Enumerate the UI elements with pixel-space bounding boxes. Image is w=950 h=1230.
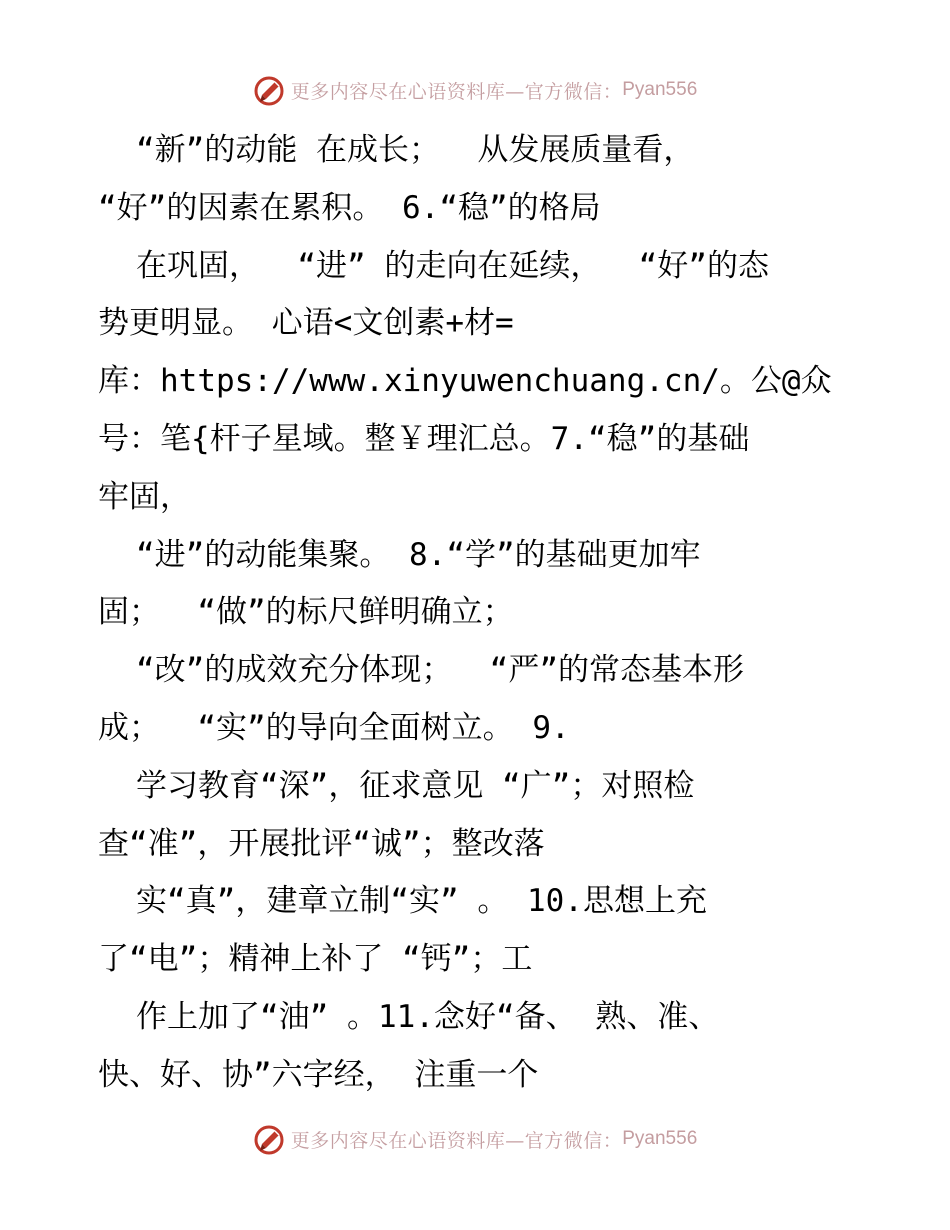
- text-line: 实“真”，建章立制“实” 。 10.思想上充: [136, 883, 707, 920]
- text-line: “好”的因素在累积。 6.“稳”的格局: [98, 189, 601, 226]
- watermark-site-text: 更多内容尽在心语资料库—官方微信：: [290, 1129, 623, 1152]
- watermark-wechat-id: Pyan556: [622, 79, 698, 100]
- watermark-group: [253, 73, 698, 107]
- text-line: 势更明显。 心语<文创素+材=: [98, 305, 514, 342]
- pen-logo-icon: [253, 73, 287, 107]
- pen-logo-icon: [253, 1122, 287, 1156]
- text-line: 快、好、协”六字经， 注重一个: [98, 1056, 539, 1093]
- watermark-group: [253, 1122, 698, 1156]
- header-watermark: [0, 72, 950, 108]
- text-line: 固； “做”的标尺鲜明确立；: [98, 594, 514, 631]
- text-line: 作上加了“油” 。11.念好“备、 熟、准、: [136, 998, 720, 1035]
- text-line: 查“准”，开展批评“诚”；整改落: [98, 825, 545, 862]
- text-line: 在巩固， “进” 的走向在延续， “好”的态: [136, 247, 769, 284]
- text-line: 了“电”；精神上补了 “钙”；工: [98, 941, 533, 978]
- footer-watermark: [0, 1121, 950, 1157]
- text-line: 牢固，: [98, 478, 191, 515]
- text-line: “新”的动能 在成长； 从发展质量看，: [136, 132, 695, 168]
- watermark-site-text: 更多内容尽在心语资料库—官方微信：: [290, 80, 623, 103]
- document-body: [98, 122, 858, 1105]
- text-line: 库：https://www.xinyuwenchuang.cn/。公@众: [98, 363, 832, 400]
- text-line: “进”的动能集聚。 8.“学”的基础更加牢: [136, 536, 701, 573]
- text-line: 成； “实”的导向全面树立。 9.: [98, 709, 570, 746]
- watermark-wechat-id: Pyan556: [622, 1128, 698, 1149]
- text-line: “改”的成效充分体现； “严”的常态基本形: [136, 652, 744, 689]
- text-line: 学习教育“深”，征求意见 “广”；对照检: [136, 767, 695, 804]
- text-line: 号：笔{杆子星域。整￥理汇总。7.“稳”的基础: [98, 420, 750, 457]
